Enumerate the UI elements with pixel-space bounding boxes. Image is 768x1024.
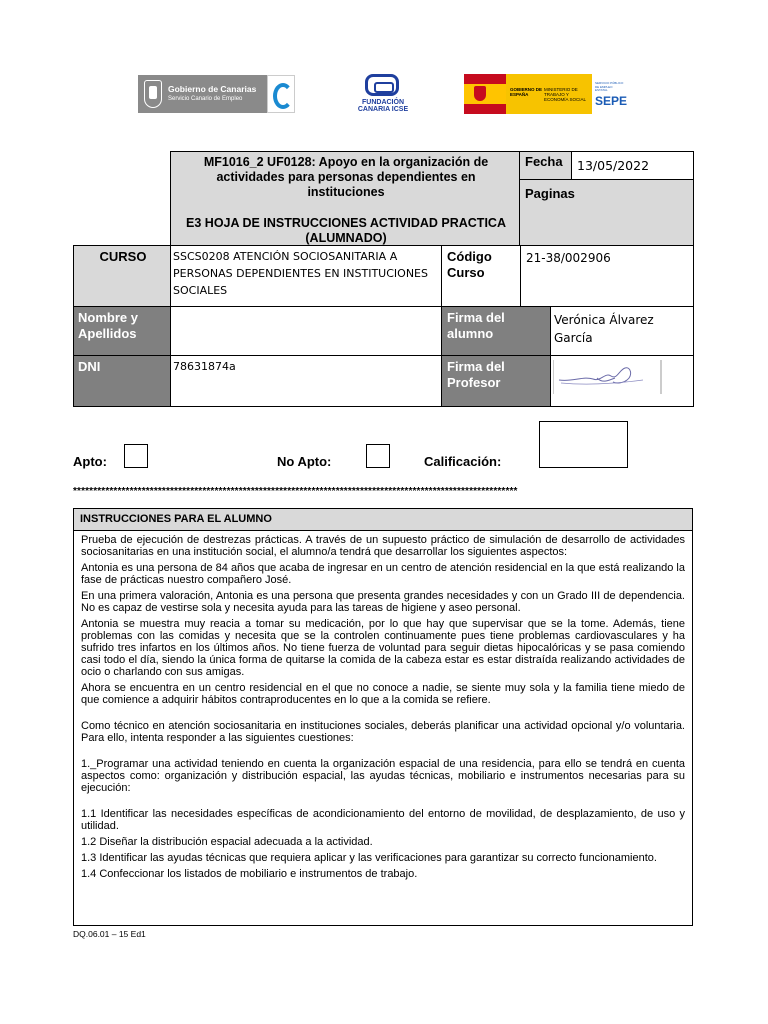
dni-value-cell	[170, 355, 442, 407]
firma-alumno-label-cell: Firma del alumno	[441, 306, 551, 356]
canarias-seal-icon	[144, 80, 162, 108]
separator-line: **************************************************************************************************************	[73, 486, 518, 497]
paragraph: 1.3 Identificar las ayudas técnicas que requiera aplicar y las verificaciones para garantizar su correcto funcionamiento.	[81, 852, 657, 864]
fecha-value: 13/05/2022	[577, 158, 650, 173]
apto-checkbox[interactable]	[124, 444, 148, 468]
profesor-signature-icon	[553, 358, 663, 396]
fecha-label-cell: Fecha	[519, 151, 572, 180]
no-apto-checkbox[interactable]	[366, 444, 390, 468]
codigo-value-cell	[520, 245, 694, 307]
paragraph: Como técnico en atención sociosanitaria en instituciones sociales, deberás planificar una actividad opcional y/o voluntaria. Para ello, intenta responder a las siguientes cuestiones:	[81, 720, 685, 744]
paragraph: 1.2 Diseñar la distribución espacial adecuada a la actividad.	[81, 836, 373, 848]
paragraph: 1.1 Identificar las necesidades específicas de acondicionamiento del entorno de movilidad, de desplazamiento, de uso y utilidad.	[81, 808, 685, 832]
nombre-input[interactable]	[170, 306, 442, 356]
spain-coat-of-arms-icon	[464, 74, 506, 114]
sce-c-icon	[267, 75, 295, 113]
paragraph: 1._Programar una actividad teniendo en cuenta la organización espacial de una residencia, para ello se tendrá en cuenta aspectos como: organización y distribución espacial, las ayudas técnicas, mobiliario e instrumentos necesarias para su ejecución:	[81, 758, 685, 794]
fundacion-icse-logo: FUNDACIÓN CANARIA ICSE	[352, 74, 414, 114]
firma-profesor-label-cell: Firma del Profesor	[441, 355, 551, 407]
paragraph: Antonia es una persona de 84 años que acaba de ingresar en un centro de atención residencial en la que está realizando la fase de prácticas nuestro compañero José.	[81, 562, 685, 586]
paragraph: Antonia se muestra muy reacia a tomar su medicación, por lo que hay que supervisar que se la tome. Además, tiene problemas con las comidas y necesita que se la controlen continuamente pues tiene problemas cardiovasculares y ha sufrido tres infartos en los últimos años. No tiene fuerza de voluntad para seguir dietas hipocalóricas y se pasa comiendo casi todo el día, siendo la única forma de quitarse la comida de la cabeza estar es estar distraída realizando actividades de ocio o charlando con sus amigas.	[81, 618, 685, 678]
paragraph: Ahora se encuentra en un centro residencial en el que no conoce a nadie, se siente muy sola y la familia tiene miedo de que comience a adquirir hábitos contraproducentes en lo que a la comida se refiere.	[81, 682, 685, 706]
paragraph: Prueba de ejecución de destrezas prácticas. A través de un supuesto práctico de simulación de desarrollo de actividades sociosanitarias en una institución social, el alumno/a tendrá que desarrollar los siguientes aspectos:	[81, 534, 685, 558]
firma-alumno-value: Verónica Álvarez García	[554, 313, 654, 345]
instructions-header: INSTRUCCIONES PARA EL ALUMNO	[74, 509, 692, 531]
fecha-value-cell	[571, 151, 694, 180]
paginas-cell: Paginas	[519, 179, 694, 246]
instructions-body	[81, 534, 685, 884]
codigo-label-cell: Código Curso	[441, 245, 521, 307]
document-subtitle: E3 HOJA DE INSTRUCCIONES ACTIVIDAD PRACTICA (ALUMNADO)	[186, 216, 506, 245]
nombre-label-cell: Nombre y Apellidos	[73, 306, 171, 356]
instructions-box	[73, 508, 693, 926]
dni-label-cell: DNI	[73, 355, 171, 407]
icse-mark-icon	[365, 74, 399, 96]
gobierno-canarias-logo: Gobierno de Canarias Servicio Canario de Empleo	[138, 75, 295, 113]
document-title: MF1016_2 UF0128: Apoyo en la organización de actividades para personas dependientes en instituciones	[203, 155, 489, 199]
curso-value: SSCS0208 ATENCIÓN SOCIOSANITARIA A PERSONAS DEPENDIENTES EN INSTITUCIONES SOCIALES	[173, 250, 428, 297]
gobierno-espana-sepe-logo: GOBIERNO DE ESPAÑA MINISTERIO DE TRABAJO Y ECONOMÍA SOCIAL SERVICIO PÚBLICO DE EMPLEO ESTATAL SEPE	[464, 74, 626, 114]
dni-value: 78631874a	[173, 360, 236, 373]
paragraph: En una primera valoración, Antonia es una persona que presenta grandes necesidades y con un Grado III de dependencia. No es capaz de vestirse sola y necesita ayuda para las tareas de higiene y aseo personal.	[81, 590, 685, 614]
curso-label-cell: CURSO	[73, 245, 171, 307]
apto-label: Apto:	[73, 454, 107, 469]
firma-alumno-value-cell	[550, 306, 694, 356]
calificacion-input[interactable]	[539, 421, 628, 468]
document-title-cell	[170, 151, 520, 245]
no-apto-label: No Apto:	[277, 454, 332, 469]
curso-value-cell	[170, 245, 442, 307]
paragraph: 1.4 Confeccionar los listados de mobiliario e instrumentos de trabajo.	[81, 868, 418, 880]
document-code: DQ.06.01 – 15 Ed1	[73, 929, 146, 939]
calificacion-label: Calificación:	[424, 454, 502, 469]
codigo-value: 21-38/002906	[526, 251, 611, 265]
